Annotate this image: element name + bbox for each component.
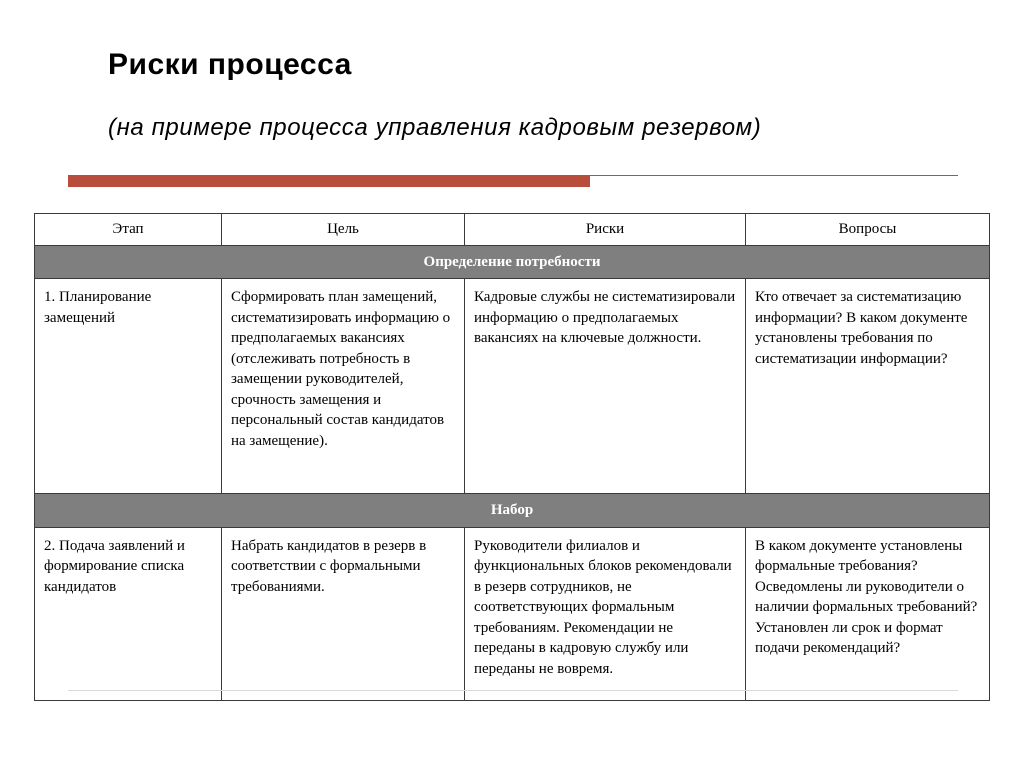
header-risks: Риски [465, 214, 746, 246]
cell-goal: Набрать кандидатов в резерв в соответствии с формальными требованиями. [222, 527, 465, 700]
risks-table [34, 213, 990, 701]
section-title: Определение потребности [35, 245, 990, 279]
slide-title: Риски процесса [108, 48, 352, 81]
header-stage: Этап [35, 214, 222, 246]
section-row [35, 494, 990, 528]
cell-stage: 2. Подача заявлений и формирование списка кандидатов [35, 527, 222, 700]
cell-questions: В каком документе установлены формальные требования? Осведомлены ли руководители о наличии формальных требований? Установлен ли срок и формат подачи рекомендаций? [746, 527, 990, 700]
cell-risks: Руководители филиалов и функциональных блоков рекомендовали в резерв сотрудников, не соответствующих формальным требованиям. Рекомендации не переданы в кадровую службу или переданы не вовремя. [465, 527, 746, 700]
cell-goal: Сформировать план замещений, систематизировать информацию о предполагаемых вакансиях (отслеживать потребность в замещении руководителей, срочность замещения и персональный состав кандидатов на замещение). [222, 279, 465, 494]
cell-stage: 1. Планирование замещений [35, 279, 222, 494]
table-row [35, 527, 990, 700]
cell-risks: Кадровые службы не систематизировали информацию о предполагаемых вакансиях на ключевые должности. [465, 279, 746, 494]
section-title: Набор [35, 494, 990, 528]
slide-subtitle: (на примере процесса управления кадровым резервом) [108, 114, 762, 141]
accent-rule-thick [68, 175, 590, 187]
table-row [35, 279, 990, 494]
header-goal: Цель [222, 214, 465, 246]
cell-questions: Кто отвечает за систематизацию информации? В каком документе установлены требования по систематизации информации? [746, 279, 990, 494]
header-questions: Вопросы [746, 214, 990, 246]
accent-rule-thin [590, 175, 958, 176]
section-row [35, 245, 990, 279]
footer-rule [68, 690, 958, 691]
table-header-row [35, 214, 990, 246]
